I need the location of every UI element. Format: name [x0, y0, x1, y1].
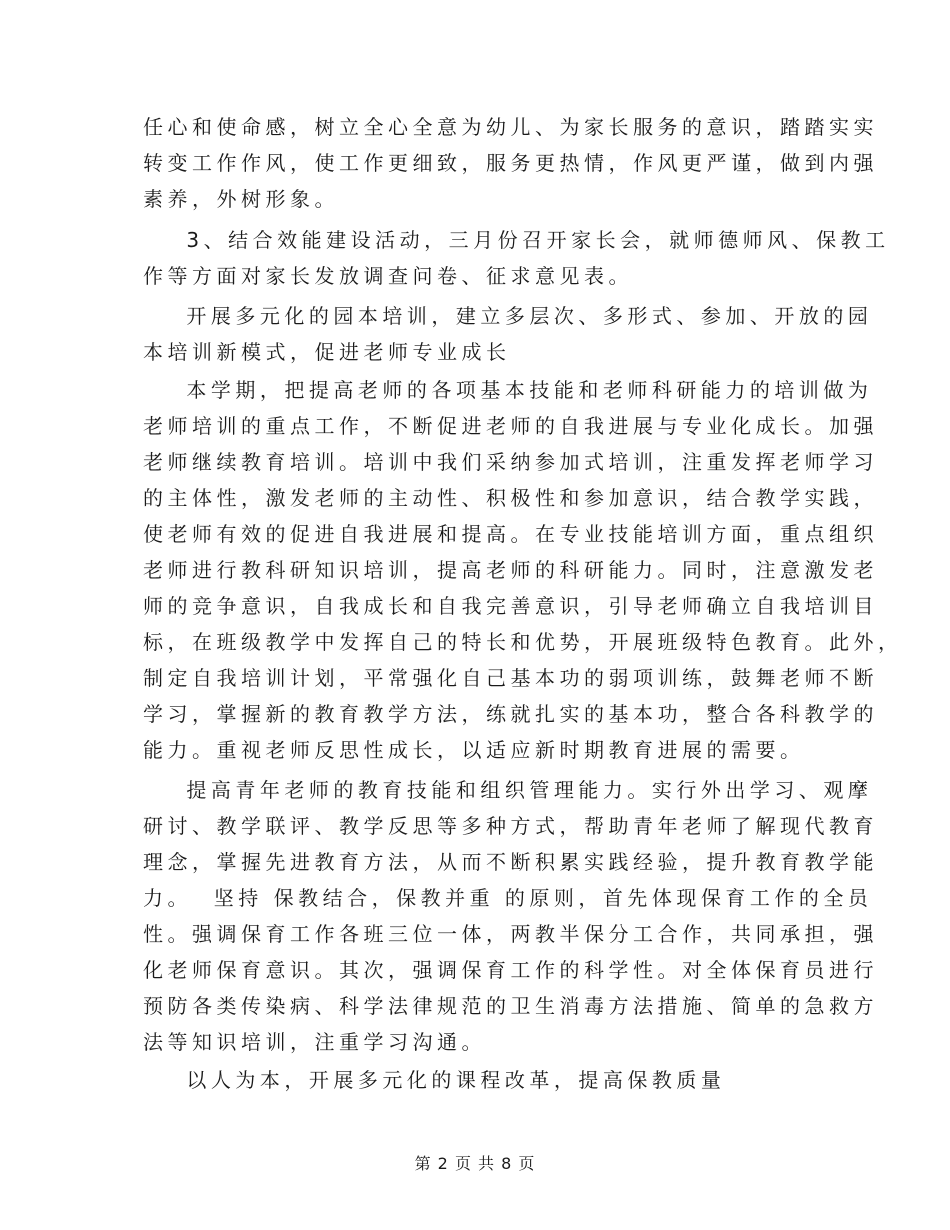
text-line: 的主体性，激发老师的主动性、积极性和参加意识，结合教学实践， — [143, 486, 878, 510]
text-line: 理念，掌握先进教育方法，从而不断积累实践经验，提升教育教学能 — [143, 850, 878, 874]
text-line: 本培训新模式，促进老师专业成长 — [143, 340, 511, 364]
text-line: 老师继续教育培训。培训中我们采纳参加式培训，注重发挥老师学习 — [143, 450, 878, 474]
text-line: 化老师保育意识。其次，强调保育工作的科学性。对全体保育员进行 — [143, 958, 878, 982]
text-line: 以人为本，开展多元化的课程改革，提高保教质量 — [143, 1068, 726, 1092]
text-line: 提高青年老师的教育技能和组织管理能力。实行外出学习、观摩 — [143, 778, 873, 802]
text-line: 能力。重视老师反思性成长，以适应新时期教育进展的需要。 — [143, 738, 805, 762]
text-line: 制定自我培训计划，平常强化自己基本功的弱项训练，鼓舞老师不断 — [143, 666, 878, 690]
text-line: 素养，外树形象。 — [143, 187, 339, 211]
text-line: 师的竞争意识，自我成长和自我完善意识，引导老师确立自我培训目 — [143, 594, 878, 618]
text-line: 法等知识培训，注重学习沟通。 — [143, 1030, 486, 1054]
text-line: 学习，掌握新的教育教学方法，练就扎实的基本功，整合各科教学的 — [143, 702, 878, 726]
text-line: 老师进行教科研知识培训，提高老师的科研能力。同时，注意激发老 — [143, 558, 878, 582]
text-line: 力。 坚持 保教结合，保教并重 的原则，首先体现保育工作的全员 — [143, 886, 873, 910]
text-line: 转变工作作风，使工作更细致，服务更热情，作风更严谨，做到内强 — [143, 151, 878, 175]
text-line: 任心和使命感，树立全心全意为幼儿、为家长服务的意识，踏踏实实 — [143, 115, 878, 139]
text-line: 研讨、教学联评、教学反思等多种方式，帮助青年老师了解现代教育 — [143, 814, 878, 838]
page-number-footer: 第 2 页 共 8 页 — [414, 1154, 536, 1173]
text-line: 开展多元化的园本培训，建立多层次、多形式、参加、开放的园 — [143, 304, 873, 328]
text-line: 3、结合效能建设活动，三月份召开家长会，就师德师风、保教工 — [143, 228, 890, 252]
text-line: 作等方面对家长发放调查问卷、征求意见表。 — [143, 264, 633, 288]
text-line: 使老师有效的促进自我进展和提高。在专业技能培训方面，重点组织 — [143, 522, 878, 546]
text-line: 预防各类传染病、科学法律规范的卫生消毒方法措施、简单的急救方 — [143, 994, 878, 1018]
text-line: 性。强调保育工作各班三位一体，两教半保分工合作，共同承担，强 — [143, 922, 878, 946]
text-line: 标，在班级教学中发挥自己的特长和优势，开展班级特色教育。此外， — [143, 630, 903, 654]
text-line: 老师培训的重点工作，不断促进老师的自我进展与专业化成长。加强 — [143, 414, 878, 438]
text-line: 本学期，把提高老师的各项基本技能和老师科研能力的培训做为 — [143, 378, 873, 402]
